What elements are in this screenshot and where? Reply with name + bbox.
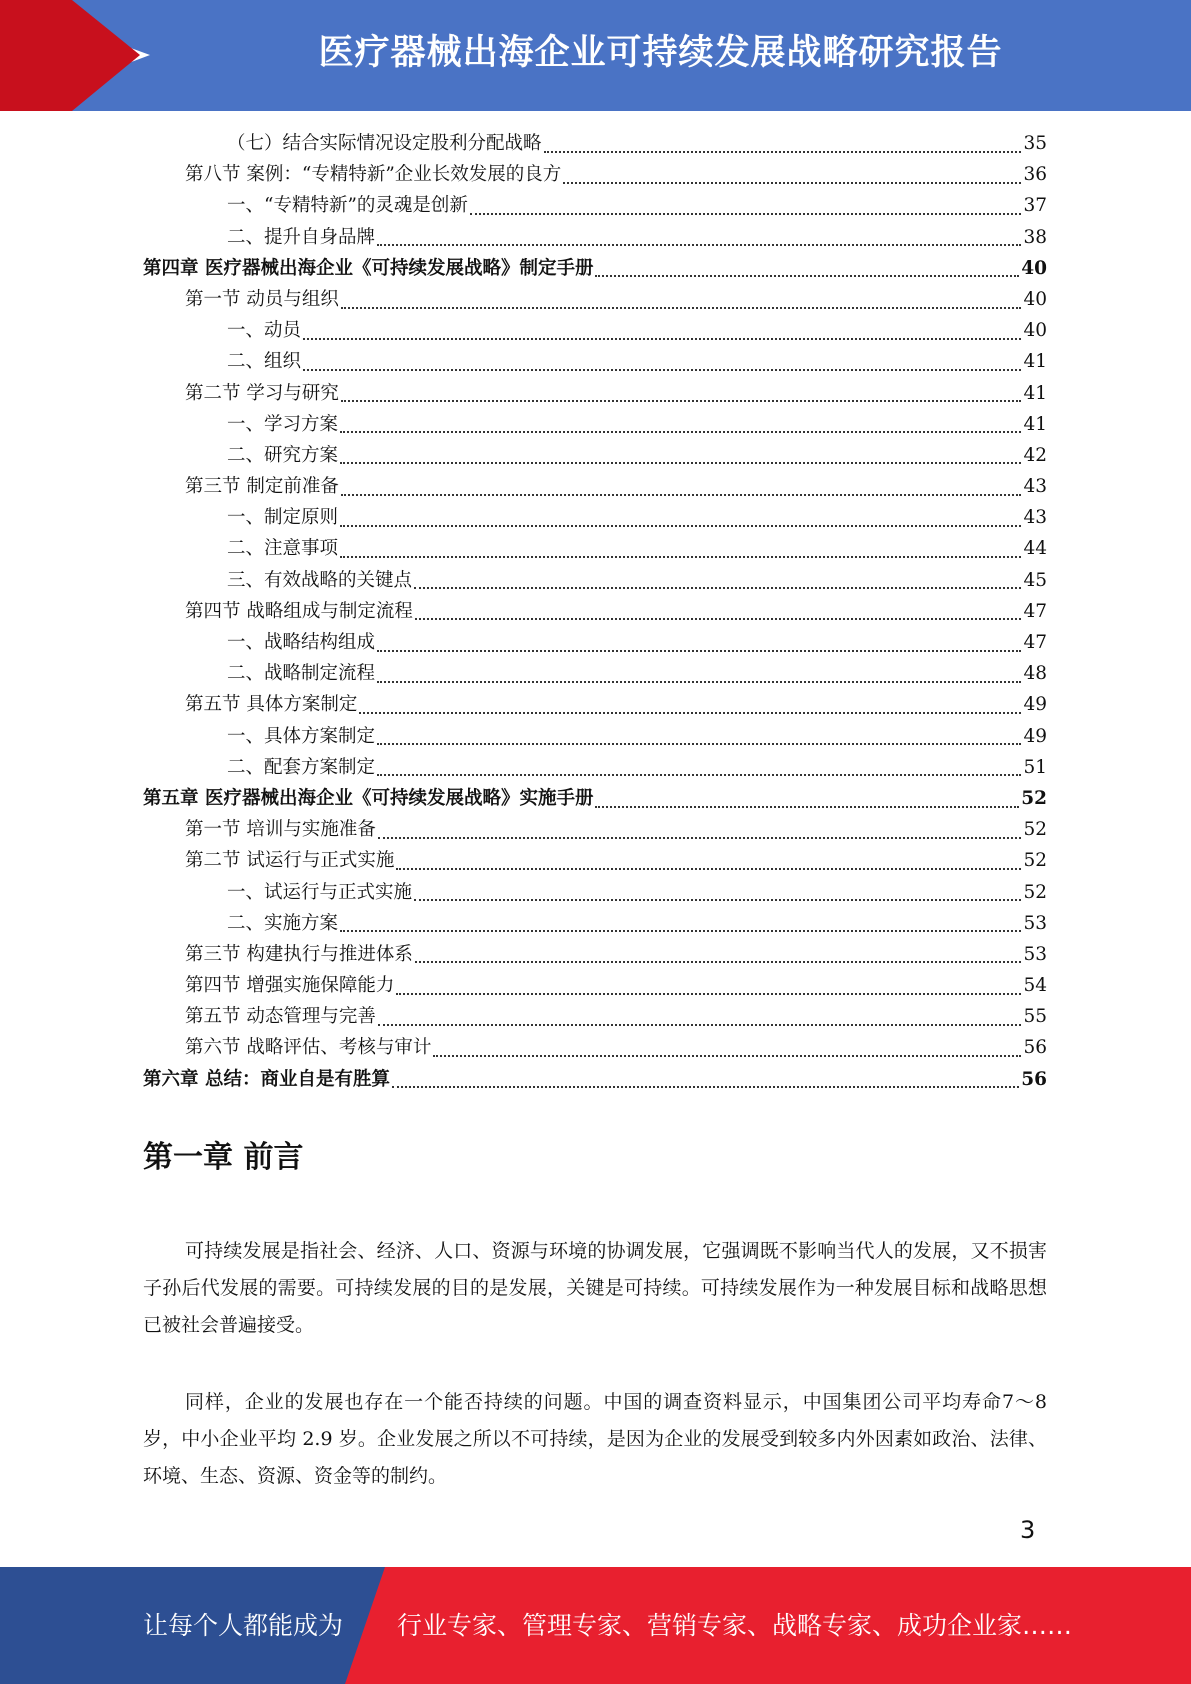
toc-entry-title: 一、学习方案 <box>227 413 339 435</box>
toc-entry-title: 一、战略结构组成 <box>227 632 376 653</box>
body-paragraph: 同样，企业的发展也存在一个能否持续的问题。中国的调查资料显示，中国集团公司平均寿命7～8 岁，中小企业平均 2.9 岁。企业发展之所以不可持续，是因为企业的发展受到较多内外因素如政治、法律、环境、生态、资源、资金等的制约。 <box>143 1391 1047 1487</box>
toc-entry-page: 45 <box>1023 569 1047 591</box>
toc-dot-leader <box>340 431 1021 433</box>
toc-dot-leader <box>378 837 1022 839</box>
toc-dot-leader <box>377 774 1021 776</box>
toc-entry-page: 42 <box>1023 444 1047 466</box>
toc-entry-title: 第六节 战略评估、考核与审计 <box>185 1037 432 1059</box>
toc-entry[interactable] <box>143 877 1047 908</box>
toc-dot-leader <box>340 462 1021 464</box>
toc-entry-page: 49 <box>1023 694 1047 716</box>
toc-entry-page: 52 <box>1021 787 1047 809</box>
toc-entry-page: 52 <box>1023 819 1047 841</box>
toc-entry-title: 第五节 具体方案制定 <box>185 694 358 716</box>
page-number: 3 <box>1020 1516 1036 1544</box>
footer-slogan-left: 让每个人都能成为 <box>143 1611 344 1640</box>
toc-entry-page: 49 <box>1023 725 1047 747</box>
toc-entry-title: 一、动员 <box>227 320 302 342</box>
toc-entry[interactable] <box>143 814 1047 845</box>
toc-entry-title: 第四节 增强实施保障能力 <box>185 975 395 997</box>
toc-entry-title: （七）结合实际情况设定股利分配战略 <box>227 133 542 154</box>
toc-entry-page: 40 <box>1023 288 1047 310</box>
toc-entry-title: 二、提升自身品牌 <box>227 226 376 248</box>
toc-entry[interactable] <box>143 502 1047 533</box>
footer-slogan-right: 行业专家、管理专家、营销专家、战略专家、成功企业家…… <box>397 1611 1073 1640</box>
toc-entry-title: 第八节 案例：“专精特新”企业长效发展的良方 <box>185 164 562 186</box>
toc-entry-page: 35 <box>1023 133 1047 154</box>
toc-entry[interactable] <box>143 970 1047 1001</box>
toc-entry-page: 54 <box>1023 975 1047 997</box>
table-of-contents <box>143 128 1047 1095</box>
toc-entry-page: 56 <box>1023 1037 1047 1059</box>
toc-entry-title: 三、有效战略的关键点 <box>227 569 413 591</box>
toc-dot-leader <box>377 681 1021 683</box>
toc-entry[interactable] <box>143 658 1047 689</box>
toc-entry-page: 52 <box>1023 850 1047 872</box>
header-red-arrow-icon <box>72 0 140 111</box>
footer-banner <box>0 1567 1191 1684</box>
toc-entry[interactable] <box>143 190 1047 221</box>
toc-entry-title: 第六章 总结：商业自是有胜算 <box>143 1068 390 1090</box>
toc-entry-title: 一、具体方案制定 <box>227 725 376 747</box>
toc-entry-title: 二、实施方案 <box>227 912 339 934</box>
toc-dot-leader <box>415 961 1022 963</box>
toc-dot-leader <box>340 525 1021 527</box>
toc-entry-page: 55 <box>1023 1006 1047 1028</box>
toc-entry-page: 52 <box>1023 881 1047 903</box>
toc-entry-page: 53 <box>1023 912 1047 934</box>
chapter-heading: 第一章 前言 <box>143 1140 304 1175</box>
toc-entry[interactable] <box>143 128 1047 159</box>
toc-entry[interactable] <box>143 315 1047 346</box>
toc-entry[interactable] <box>143 1064 1047 1095</box>
toc-entry[interactable] <box>143 596 1047 627</box>
toc-entry-title: 二、配套方案制定 <box>227 756 376 778</box>
toc-entry[interactable] <box>143 1032 1047 1063</box>
toc-entry-page: 40 <box>1023 320 1047 342</box>
toc-dot-leader <box>396 868 1021 870</box>
toc-entry[interactable] <box>143 939 1047 970</box>
toc-dot-leader <box>392 1086 1019 1088</box>
toc-dot-leader <box>303 338 1021 340</box>
toc-entry-page: 41 <box>1023 413 1047 435</box>
toc-entry-page: 47 <box>1023 600 1047 622</box>
toc-entry-page: 56 <box>1021 1068 1047 1090</box>
toc-entry-title: 二、注意事项 <box>227 538 339 560</box>
toc-dot-leader <box>595 806 1019 808</box>
toc-entry-page: 41 <box>1023 382 1047 404</box>
toc-entry-title: 二、战略制定流程 <box>227 663 376 685</box>
toc-entry[interactable] <box>143 845 1047 876</box>
toc-entry-title: 二、研究方案 <box>227 444 339 466</box>
toc-entry[interactable] <box>143 346 1047 377</box>
toc-dot-leader <box>340 556 1021 558</box>
toc-entry[interactable] <box>143 721 1047 752</box>
toc-entry[interactable] <box>143 253 1047 284</box>
toc-dot-leader <box>470 213 1022 215</box>
body-paragraph: 可持续发展是指社会、经济、人口、资源与环境的协调发展，它强调既不影响当代人的发展，又不损害子孙后代发展的需要。可持续发展的目的是发展，关键是可持续。可持续发展作为一种发展目标和战略思想已被社会普遍接受。 <box>143 1240 1047 1336</box>
toc-dot-leader <box>359 712 1021 714</box>
toc-entry[interactable] <box>143 222 1047 253</box>
toc-dot-leader <box>340 930 1021 932</box>
report-title: 医疗器械出海企业可持续发展战略研究报告 <box>318 33 1003 73</box>
toc-entry-page: 38 <box>1023 226 1047 248</box>
toc-entry-page: 40 <box>1021 257 1047 279</box>
toc-entry-title: 第三节 构建执行与推进体系 <box>185 943 413 965</box>
toc-entry-page: 36 <box>1023 164 1047 186</box>
toc-entry[interactable] <box>143 284 1047 315</box>
toc-entry-title: 一、“专精特新”的灵魂是创新 <box>227 195 468 217</box>
toc-entry[interactable] <box>143 783 1047 814</box>
toc-dot-leader <box>377 650 1021 652</box>
toc-entry-title: 第一节 动员与组织 <box>185 288 339 310</box>
toc-dot-leader <box>595 275 1019 277</box>
toc-entry-page: 43 <box>1023 476 1047 498</box>
toc-entry[interactable] <box>143 1001 1047 1032</box>
toc-dot-leader <box>414 899 1021 901</box>
toc-entry-title: 第四节 战略组成与制定流程 <box>185 600 413 622</box>
toc-dot-leader <box>433 1055 1021 1057</box>
toc-entry[interactable] <box>143 689 1047 720</box>
toc-dot-leader <box>303 369 1021 371</box>
toc-entry-title: 第五节 动态管理与完善 <box>185 1006 376 1028</box>
toc-entry-title: 第二节 学习与研究 <box>185 382 339 404</box>
toc-entry-title: 第三节 制定前准备 <box>185 476 339 498</box>
toc-dot-leader <box>563 182 1021 184</box>
toc-entry-title: 一、制定原则 <box>227 507 339 529</box>
toc-entry-page: 44 <box>1023 538 1047 560</box>
toc-entry-title: 第四章 医疗器械出海企业《可持续发展战略》制定手册 <box>143 257 594 279</box>
toc-dot-leader <box>377 244 1021 246</box>
toc-dot-leader <box>378 1024 1022 1026</box>
toc-entry[interactable] <box>143 159 1047 190</box>
toc-dot-leader <box>341 494 1022 496</box>
toc-entry[interactable] <box>143 409 1047 440</box>
toc-dot-leader <box>544 151 1022 153</box>
toc-dot-leader <box>341 400 1022 402</box>
toc-entry[interactable] <box>143 908 1047 939</box>
toc-dot-leader <box>396 993 1021 995</box>
footer-blue-slant <box>345 1567 385 1684</box>
toc-entry-title: 二、组织 <box>227 351 302 373</box>
toc-entry-page: 51 <box>1023 756 1047 778</box>
toc-entry-title: 第五章 医疗器械出海企业《可持续发展战略》实施手册 <box>143 787 594 809</box>
toc-dot-leader <box>414 587 1021 589</box>
toc-entry[interactable] <box>143 471 1047 502</box>
toc-entry-page: 41 <box>1023 351 1047 373</box>
header-banner <box>0 0 1191 111</box>
header-red-block <box>0 0 72 111</box>
toc-dot-leader <box>415 618 1022 620</box>
toc-entry[interactable] <box>143 533 1047 564</box>
toc-entry-page: 43 <box>1023 507 1047 529</box>
toc-entry[interactable] <box>143 565 1047 596</box>
toc-dot-leader <box>377 743 1021 745</box>
toc-entry-title: 一、试运行与正式实施 <box>227 881 413 903</box>
toc-entry-page: 37 <box>1023 195 1047 217</box>
toc-entry-title: 第一节 培训与实施准备 <box>185 819 376 841</box>
toc-dot-leader <box>341 307 1022 309</box>
toc-entry[interactable] <box>143 752 1047 783</box>
toc-entry-page: 48 <box>1023 663 1047 685</box>
toc-entry-title: 第二节 试运行与正式实施 <box>185 850 395 872</box>
toc-entry-page: 47 <box>1023 632 1047 653</box>
toc-entry[interactable] <box>143 440 1047 471</box>
toc-entry-page: 53 <box>1023 943 1047 965</box>
toc-entry[interactable] <box>143 627 1047 658</box>
toc-entry[interactable] <box>143 378 1047 409</box>
